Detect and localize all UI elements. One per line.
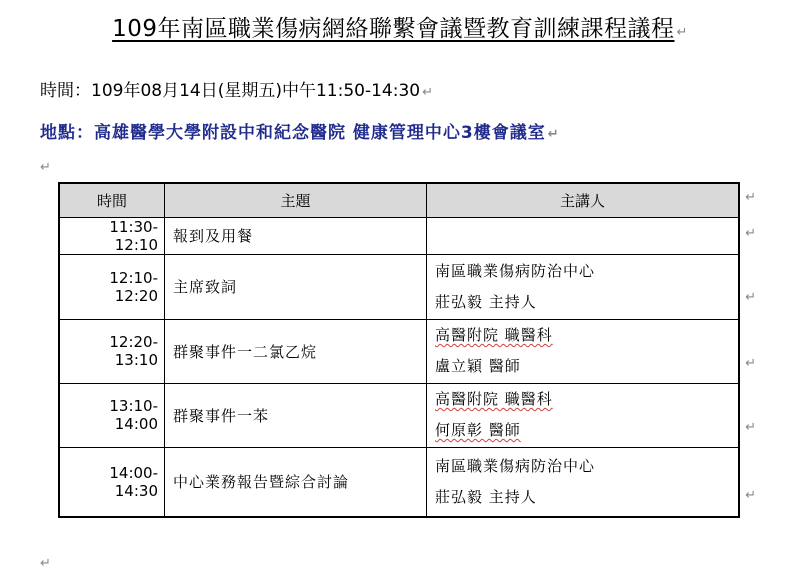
row-topic: 主席致詞 xyxy=(165,254,427,319)
paragraph-mark: ↵ xyxy=(745,420,756,435)
speaker-name: 何原彰 醫師 xyxy=(435,421,521,439)
agenda-row xyxy=(59,447,739,517)
row-speaker xyxy=(427,447,740,517)
paragraph-mark: ↵ xyxy=(547,127,560,142)
row-speaker xyxy=(427,383,740,447)
row-speaker xyxy=(427,217,740,254)
location-value: 高雄醫學大學附設中和紀念醫院 健康管理中心3樓會議室 xyxy=(94,123,546,143)
header-topic: 主題 xyxy=(165,183,427,217)
row-time: 12:20-13:10 xyxy=(59,319,165,383)
row-speaker xyxy=(427,319,740,383)
row-topic: 群聚事件一苯 xyxy=(165,383,427,447)
header-speaker: 主講人 xyxy=(427,183,740,217)
row-speaker xyxy=(427,254,740,319)
paragraph-mark: ↵ xyxy=(745,356,756,371)
paragraph-mark: ↵ xyxy=(40,556,51,571)
row-topic: 群聚事件一二氯乙烷 xyxy=(165,319,427,383)
paragraph-mark: ↵ xyxy=(745,290,756,305)
row-topic: 中心業務報告暨綜合討論 xyxy=(165,447,427,517)
header-time: 時間 xyxy=(59,183,165,217)
paragraph-mark: ↵ xyxy=(745,226,756,241)
agenda-table xyxy=(58,182,740,518)
agenda-header-row xyxy=(59,183,739,217)
row-topic: 報到及用餐 xyxy=(165,217,427,254)
speaker-name: 盧立穎 醫師 xyxy=(435,357,521,375)
speaker-name: 莊弘毅 主持人 xyxy=(435,487,537,506)
agenda-row xyxy=(59,383,739,447)
paragraph-mark: ↵ xyxy=(745,190,756,205)
paragraph-mark: ↵ xyxy=(676,25,688,40)
row-time: 11:30-12:10 xyxy=(59,217,165,254)
paragraph-mark: ↵ xyxy=(422,85,433,100)
speaker-org: 南區職業傷病防治中心 xyxy=(435,456,596,475)
paragraph-mark: ↵ xyxy=(745,488,756,503)
agenda-row xyxy=(59,217,739,254)
speaker-name: 莊弘毅 主持人 xyxy=(435,292,537,311)
document-title-text: 109年南區職業傷病網絡聯繫會議暨教育訓練課程議程 xyxy=(112,16,675,42)
document-title xyxy=(0,10,800,43)
agenda-row xyxy=(59,319,739,383)
row-time: 13:10-14:00 xyxy=(59,383,165,447)
paragraph-mark: ↵ xyxy=(40,160,51,175)
time-label: 時間： xyxy=(40,81,91,101)
location-label: 地點： xyxy=(40,123,94,143)
time-value: 109年08月14日(星期五)中午11:50-14:30 xyxy=(91,81,421,101)
speaker-org: 高醫附院 職醫科 xyxy=(435,390,553,408)
meeting-location-line xyxy=(40,118,560,143)
speaker-org: 高醫附院 職醫科 xyxy=(435,326,553,344)
agenda-row xyxy=(59,254,739,319)
meeting-time-line xyxy=(40,76,433,101)
speaker-org: 南區職業傷病防治中心 xyxy=(435,261,596,280)
row-time: 12:10-12:20 xyxy=(59,254,165,319)
row-time: 14:00-14:30 xyxy=(59,447,165,517)
